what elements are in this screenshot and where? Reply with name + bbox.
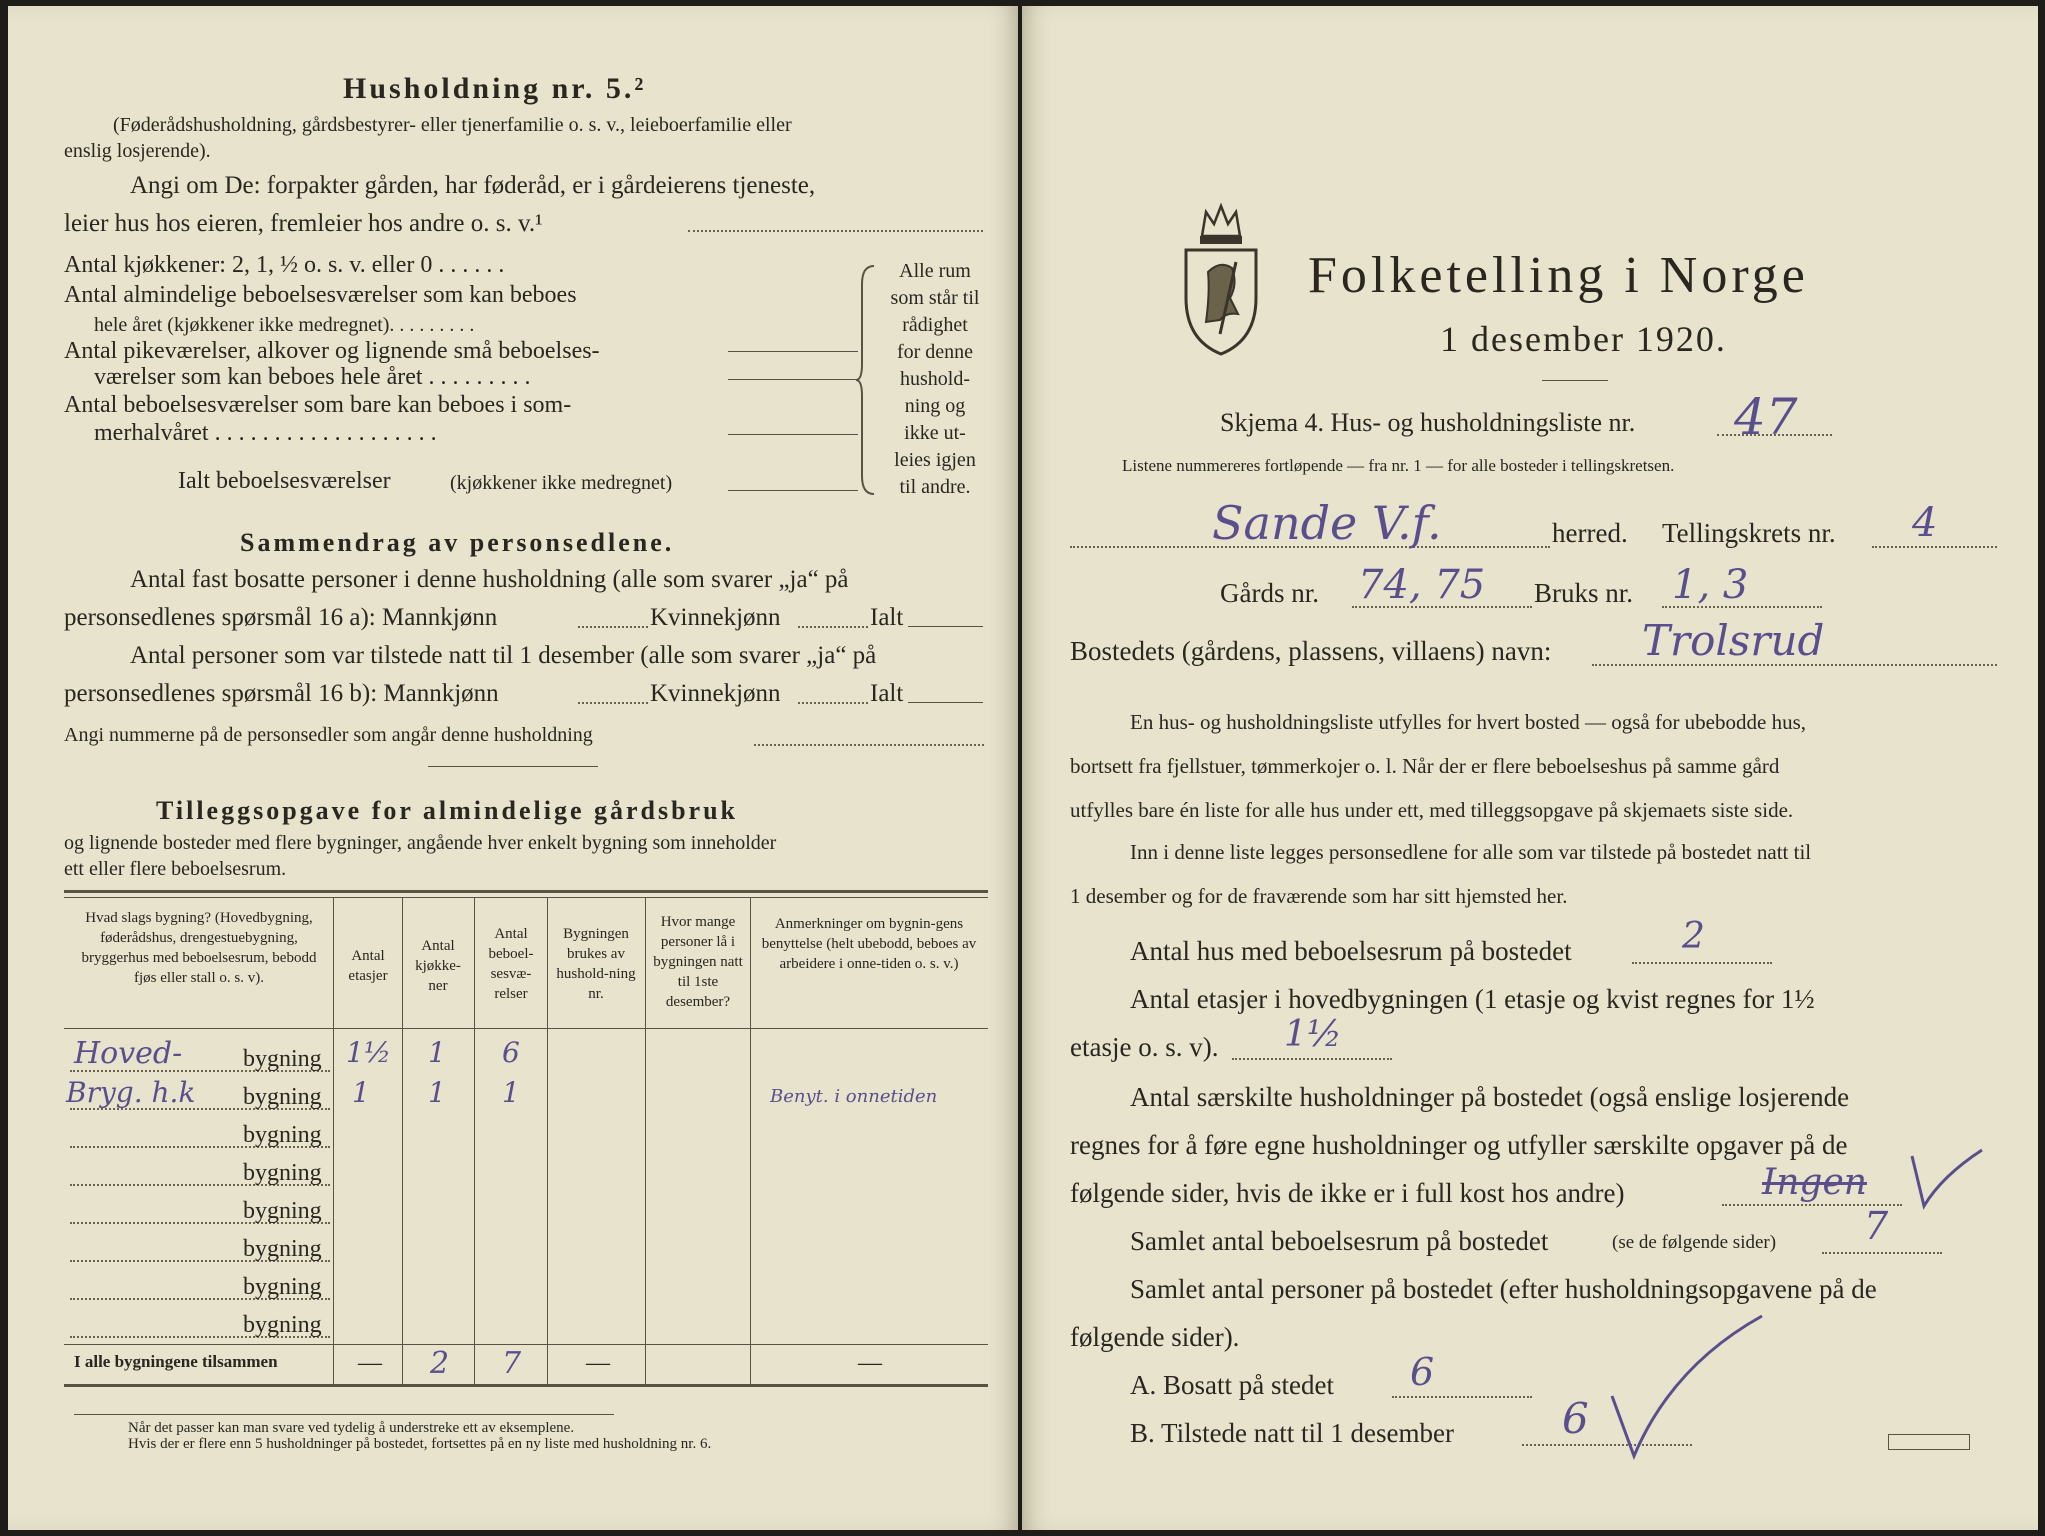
krets-value: 4 xyxy=(1912,500,1938,546)
check-mark-small-icon xyxy=(1902,1146,1992,1216)
row-label: bygning xyxy=(243,1160,322,1186)
total-persons-label-2: følgende sider). xyxy=(1070,1322,1240,1352)
present-value: 6 xyxy=(1562,1394,1589,1443)
supplement-text-1: og lignende bosteder med flere bygninger, angående hver enkelt bygning som inneholder xyxy=(64,832,777,854)
bruks-label: Bruks nr. xyxy=(1534,578,1634,608)
form-subtitle: 1 desember 1920. xyxy=(1440,319,1727,359)
herred-label: herred. xyxy=(1552,518,1628,548)
summary-heading: Sammendrag av personsedlene. xyxy=(240,528,675,557)
instructions-1c: utfylles bare én liste for alle hus under ett, med tilleggsopgave på skjemaets siste side. xyxy=(1070,798,1794,822)
angi-text-2: leier hus hos eieren, fremleier hos andre o. s. v.¹ xyxy=(64,210,543,237)
herred-value: Sande V.f. xyxy=(1212,496,1442,550)
households-label-1: Antal særskilte husholdninger på bostedet (også enslige losjerende xyxy=(1130,1082,1850,1112)
floors-label-1: Antal etasjer i hovedbygningen (1 etasje og kvist regnes for 1½ xyxy=(1130,984,1815,1014)
total-rooms-note: (kjøkkener ikke medregnet) xyxy=(450,472,673,494)
summer-rooms-label-1: Antal beboelsesværelser som bare kan beboes i som- xyxy=(64,392,572,418)
total-rooms-label: Ialt beboelsesværelser xyxy=(178,468,391,494)
bosted-label: Bostedets (gårdens, plassens, villaens) navn: xyxy=(1070,636,1552,666)
bruks-value: 1, 3 xyxy=(1672,562,1749,608)
building-type: Bryg. h.k xyxy=(66,1076,196,1109)
numbering-note: Listene nummereres fortløpende — fra nr. 1 — for alle bosteder i tellingskretsen. xyxy=(1122,456,1675,475)
footnote-2: Hvis der er flere enn 5 husholdninger på bostedet, fortsettes på en ny liste med husholdning nr. 6. xyxy=(128,1436,712,1452)
table-total-label: I alle bygningene tilsammen xyxy=(74,1352,278,1371)
row-label: bygning xyxy=(243,1046,322,1072)
kitchens-label: Antal kjøkkener: 2, 1, ½ o. s. v. eller 0 . . . . . . xyxy=(64,252,505,278)
header-persons: Hvor mange personer lå i bygningen natt til 1ste desember? xyxy=(653,914,743,1010)
total-floors: — xyxy=(358,1350,382,1376)
houses-value: 2 xyxy=(1682,916,1705,957)
footnote-1: Når det passer kan man svare ved tydelig å understreke ett av eksemplene. xyxy=(128,1420,575,1436)
header-kitchens: Antal kjøkke-ner xyxy=(415,938,461,994)
households-label-2: regnes for å føre egne husholdninger og utfyller særskilte opgaver på de xyxy=(1070,1130,1848,1160)
maid-rooms-label-1: Antal pikeværelser, alkover og lignende små beboelses- xyxy=(64,338,600,364)
schema-label: Skjema 4. Hus- og husholdningsliste nr. xyxy=(1220,408,1636,437)
form-title: Folketelling i Norge xyxy=(1308,247,1809,304)
row-label: bygning xyxy=(243,1122,322,1148)
total-rooms-note: (se de følgende sider) xyxy=(1612,1232,1777,1253)
angi-answer-line xyxy=(688,230,983,232)
row-label: bygning xyxy=(243,1236,322,1262)
total-persons-label-1: Samlet antal personer på bostedet (efter husholdningsopgavene på de xyxy=(1130,1274,1877,1304)
left-page xyxy=(8,6,1018,1530)
row-label: bygning xyxy=(243,1274,322,1300)
rooms-value: 6 xyxy=(502,1036,520,1069)
header-rooms: Antal beboel-sesvæ-relser xyxy=(488,926,534,1002)
households-value: Ingen xyxy=(1762,1162,1867,1203)
gards-value: 74, 75 xyxy=(1358,562,1486,608)
header-building-type: Hvad slags bygning? (Hovedbygning, føderådshus, drengestuebygning, bryggerhus med beboelsesrum, bebodd fjøs eller stall o. s. v). xyxy=(81,910,317,986)
kitchens-value: 1 xyxy=(428,1076,446,1109)
summary-b-text-1: Antal personer som var tilstede natt til 1 desember (alle som svarer „ja“ på xyxy=(130,642,877,669)
instructions-2a: Inn i denne liste legges personsedlene for alle som var tilstede på bostedet natt til xyxy=(1130,840,1812,864)
instructions-1a: En hus- og husholdningsliste utfylles for hvert bosted — også for ubebodde hus, xyxy=(1130,710,1806,734)
right-page xyxy=(1022,6,2038,1530)
summary-a-total: Ialt xyxy=(870,604,904,631)
instructions-1b: bortsett fra fjellstuer, tømmerkojer o. l. Når der er flere beboelseshus på samme gård xyxy=(1070,754,1780,778)
household-heading: Husholdning nr. 5.² xyxy=(343,72,647,105)
households-label-3: følgende sider, hvis de ikke er i full kost hos andre) xyxy=(1070,1178,1625,1208)
header-remarks: Anmerkninger om bygnin-gens benyttelse (helt ubebodd, beboes av arbeidere i onne-tiden o. s. v.) xyxy=(761,916,977,972)
kitchens-value: 1 xyxy=(428,1036,446,1069)
row-label: bygning xyxy=(243,1198,322,1224)
gards-label: Gårds nr. xyxy=(1220,578,1319,608)
row-label: bygning xyxy=(243,1084,322,1110)
summary-a-text-2: personsedlenes spørsmål 16 a): Mannkjønn xyxy=(64,604,498,631)
bracket-icon xyxy=(856,264,878,496)
list-number: 47 xyxy=(1734,388,1798,446)
printer-stamp xyxy=(1888,1434,1970,1450)
floors-label-2: etasje o. s. v). xyxy=(1070,1032,1219,1062)
instructions-2b: 1 desember og for de fraværende som har sitt hjemsted her. xyxy=(1070,884,1568,908)
rooms-side-note: Alle rum som står til rådighet for denne hushold- ning og ikke ut- leies igjen til andre. xyxy=(890,260,980,498)
total-kitchens: 2 xyxy=(430,1346,450,1381)
summer-rooms-label-2: merhalvåret . . . . . . . . . . . . . . . . . . . xyxy=(94,420,437,446)
krets-label: Tellingskrets nr. xyxy=(1662,518,1836,548)
summary-a-text-1: Antal fast bosatte personer i denne husholdning (alle som svarer „ja“ på xyxy=(130,566,849,593)
total-remarks: — xyxy=(858,1350,882,1376)
summary-b-text-2: personsedlenes spørsmål 16 b): Mannkjønn xyxy=(64,680,499,707)
intro-text-1: (Føderådshusholdning, gårdsbestyrer- eller tjenerfamilie o. s. v., leieboerfamilie eller xyxy=(113,114,792,136)
bosted-value: Trolsrud xyxy=(1642,616,1825,665)
ordinary-rooms-label-1: Antal almindelige beboelsesværelser som kan beboes xyxy=(64,282,577,308)
header-household-no: Bygningen brukes av hushold-ning nr. xyxy=(556,926,636,1002)
total-rooms-label: Samlet antal beboelsesrum på bostedet xyxy=(1130,1226,1549,1256)
floors-value: 1½ xyxy=(346,1036,391,1069)
supplement-text-2: ett eller flere beboelsesrum. xyxy=(64,858,287,880)
rooms-value: 1 xyxy=(502,1076,520,1109)
floors-value: 1½ xyxy=(1284,1014,1342,1055)
summary-b-female: Kvinnekjønn xyxy=(650,680,781,707)
person-numbers-label: Angi nummerne på de personsedler som angår denne husholdning xyxy=(64,724,593,746)
resident-label: A. Bosatt på stedet xyxy=(1130,1370,1334,1400)
total-household: — xyxy=(586,1350,610,1376)
maid-rooms-label-2: værelser som kan beboes hele året . . . . . . . . . xyxy=(94,364,531,390)
summary-a-female: Kvinnekjønn xyxy=(650,604,781,631)
remarks-value: Benyt. i onnetiden xyxy=(770,1086,938,1107)
coat-of-arms-icon xyxy=(1180,202,1262,358)
resident-value: 6 xyxy=(1410,1350,1435,1394)
ordinary-rooms-label-2: hele året (kjøkkener ikke medregnet). . . . . . . . . xyxy=(94,314,475,336)
building-type: Hoved- xyxy=(74,1036,183,1071)
total-rooms-value: 7 xyxy=(1864,1204,1889,1248)
check-mark-icon xyxy=(1582,1306,1782,1466)
supplement-heading: Tilleggsopgave for almindelige gårdsbruk xyxy=(156,796,739,825)
angi-text-1: Angi om De: forpakter gården, har føderåd, er i gårdeierens tjeneste, xyxy=(130,172,816,199)
present-label: B. Tilstede natt til 1 desember xyxy=(1130,1418,1454,1448)
floors-value: 1 xyxy=(352,1076,370,1109)
row-label: bygning xyxy=(243,1312,322,1338)
houses-label: Antal hus med beboelsesrum på bostedet xyxy=(1130,936,1572,966)
summary-b-total: Ialt xyxy=(870,680,904,707)
total-rooms: 7 xyxy=(502,1346,522,1381)
intro-text-2: enslig losjerende). xyxy=(64,140,211,162)
header-floors: Antal etasjer xyxy=(348,948,388,984)
